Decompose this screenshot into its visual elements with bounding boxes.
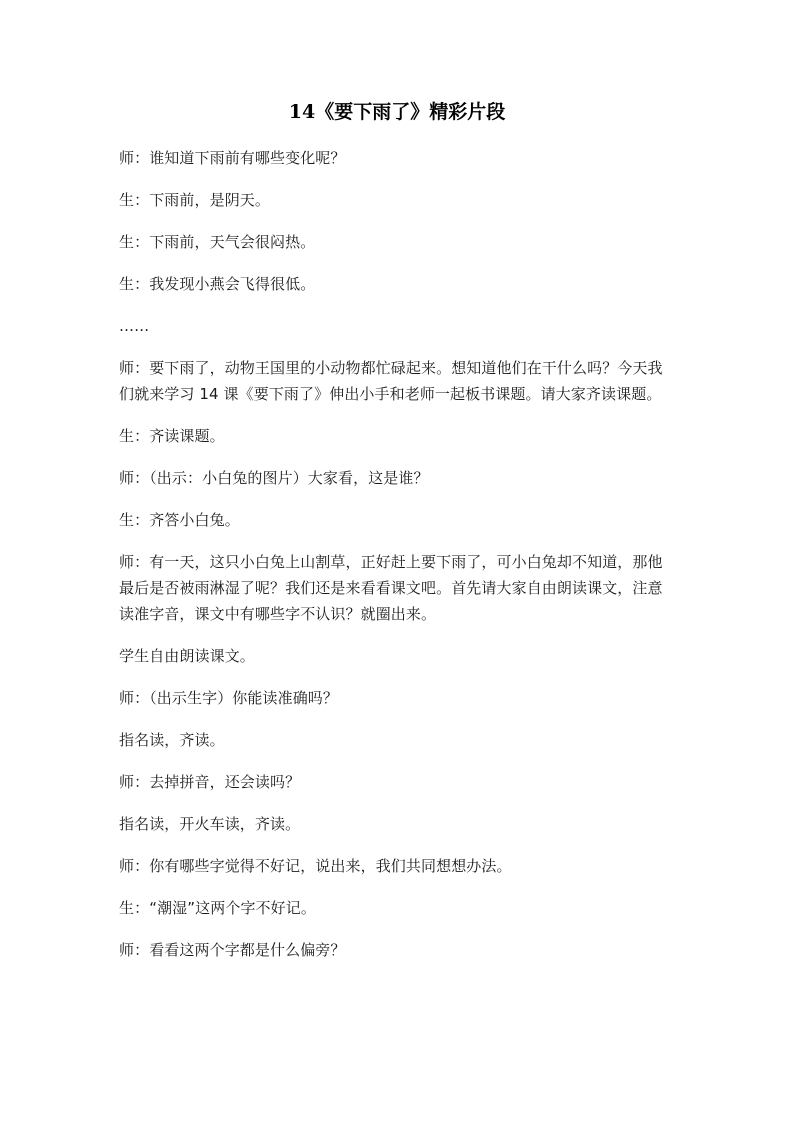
paragraph: 师：你有哪些字觉得不好记，说出来，我们共同想想办法。 (119, 857, 512, 875)
paragraph: 生：齐答小白兔。 (119, 511, 240, 529)
paragraph: 师：去掉拼音，还会读吗？ (119, 773, 301, 791)
paragraph: 指名读，齐读。 (119, 731, 225, 749)
paragraph: 生：齐读课题。 (119, 427, 225, 445)
paragraph: 师：谁知道下雨前有哪些变化呢？ (119, 149, 346, 167)
paragraph: 生：我发现小燕会飞得很低。 (119, 275, 316, 293)
paragraph: 师：有一天，这只小白兔上山割草，正好赶上要下雨了，可小白兔却不知道，那他最后是否被雨淋湿了呢？我们还是来看看课文吧。首先请大家自由朗读课文，注意读准字音，课文中有哪些字不认识？就圈出来。 (119, 553, 663, 623)
paragraph: 师：看看这两个字都是什么偏旁？ (119, 941, 346, 959)
document-title: 14《要下雨了》精彩片段 (288, 101, 506, 123)
paragraph: 生：“潮湿”这两个字不好记。 (119, 899, 316, 917)
document-body (119, 145, 675, 979)
paragraph: 生：下雨前，是阴天。 (119, 191, 271, 209)
paragraph: 师：（出示：小白兔的图片）大家看，这是谁？ (119, 469, 429, 487)
paragraph: 师：要下雨了，动物王国里的小动物都忙碌起来。想知道他们在干什么吗？今天我们就来学习 14 课《要下雨了》伸出小手和老师一起板书课题。请大家齐读课题。 (119, 359, 663, 403)
paragraph: 指名读，开火车读，齐读。 (119, 815, 301, 833)
paragraph: 师：（出示生字）你能读准确吗？ (119, 689, 339, 707)
paragraph: 生：下雨前，天气会很闷热。 (119, 233, 316, 251)
paragraph: 学生自由朗读课文。 (119, 647, 255, 665)
ellipsis-paragraph: …… (119, 317, 150, 335)
